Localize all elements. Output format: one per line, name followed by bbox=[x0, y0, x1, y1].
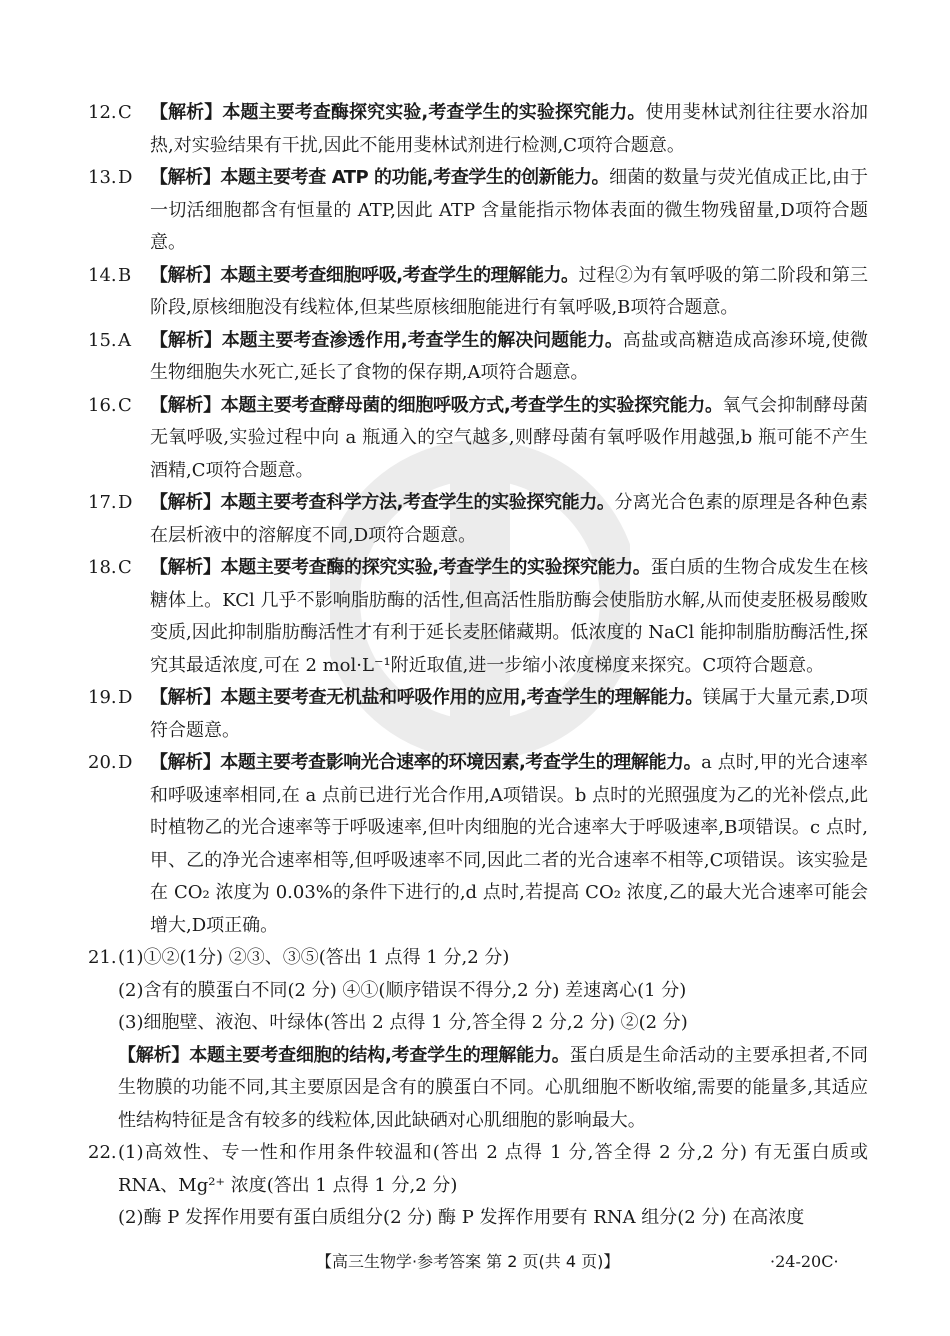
analysis bbox=[150, 487, 868, 552]
answer-item-14 bbox=[88, 260, 868, 325]
analysis-tag: 【解析】 bbox=[150, 264, 221, 286]
analysis-text: 蛋白质的生物合成发生在核糖体上。KCl 几乎不影响脂肪酶的活性,但高活性脂肪酶会使脂肪水解,从而使麦胚极易酸败变质,因此抑制脂肪酶活性才有利于延长麦胚储藏期。低浓度的 NaCl 能抑制脂肪酶活性,探究其最适浓度,可在 2 mol·L⁻¹附近取值,进一步缩小浓度梯度来探究。C项符合题意。 bbox=[150, 557, 869, 676]
answer-list bbox=[88, 97, 868, 1235]
answer-item-15 bbox=[88, 325, 868, 390]
answer-item-12 bbox=[88, 97, 868, 162]
answer-item-20 bbox=[88, 747, 868, 942]
answer-line-1: (1)高效性、专一性和作用条件较温和(答出 2 点得 1 分,答全得 2 分,2 分) 有无蛋白质或 RNA、Mg²⁺ 浓度(答出 1 点得 1 分,2 分) bbox=[118, 1142, 868, 1196]
analysis-text: 分离光合色素的原理是各种色素在层析液中的溶解度不同,D项符合题意。 bbox=[150, 492, 868, 546]
analysis-text: 细菌的数量与荧光值成正比,由于一切活细胞都含有恒量的 ATP,因此 ATP 含量能指示物体表面的微生物残留量,D项符合题意。 bbox=[150, 167, 869, 253]
footer-title: 【高三生物学·参考答案 第 2 页(共 4 页)】 bbox=[316, 1252, 620, 1271]
answer-choice: B bbox=[118, 264, 132, 286]
analysis-text: 高盐或高糖造成高渗环境,使微生物细胞失水死亡,延长了食物的保存期,A项符合题意。 bbox=[150, 329, 869, 383]
analysis bbox=[150, 162, 868, 260]
answer-choice: C bbox=[118, 557, 132, 578]
analysis bbox=[150, 682, 868, 747]
analysis-focus: 本题主要考查细胞呼吸,考查学生的理解能力。 bbox=[220, 264, 579, 286]
answer-item-18 bbox=[88, 552, 868, 682]
analysis-text: 使用斐林试剂往往要水浴加热,对实验结果有干扰,因此不能用斐林试剂进行检测,C项符合题意。 bbox=[150, 102, 868, 156]
analysis-text: a 点时,甲的光合速率和呼吸速率相同,在 a 点前已进行光合作用,A项错误。b 点时的光照强度为乙的光补偿点,此时植物乙的光合速率等于呼吸速率,但叶肉细胞的光合速率大于呼吸速率,B项错误。c 点时,甲、乙的净光合速率相等,但呼吸速率不同,因此二者的光合速率不相等,C项错误。该实验是在 CO₂ 浓度为 0.03%的条件下进行的,d 点时,若提高 CO₂ 浓度,乙的最大光合速率可能会增大,D项正确。 bbox=[150, 752, 868, 936]
analysis-text: 蛋白质是生命活动的主要承担者,不同生物膜的功能不同,其主要原因是含有的膜蛋白不同。心肌细胞不断收缩,需要的能量多,其适应性结构特征是含有较多的线粒体,因此缺硒对心肌细胞的影响最大。 bbox=[118, 1044, 868, 1131]
analysis-focus: 本题主要考查 ATP 的功能,考查学生的创新能力。 bbox=[220, 167, 610, 188]
question-number: 14. bbox=[88, 264, 117, 286]
analysis-tag: 【解析】 bbox=[150, 394, 221, 416]
analysis-text: 氧气会抑制酵母菌无氧呼吸,实验过程中向 a 瓶通入的空气越多,则酵母菌有氧呼吸作用越强,b 瓶可能不产生酒精,C项符合题意。 bbox=[150, 394, 868, 481]
answer-line-3: (3)细胞壁、液泡、叶绿体(答出 2 点得 1 分,答全得 2 分,2 分) ②(2 分) bbox=[118, 1012, 688, 1033]
answer-choice: D bbox=[118, 687, 133, 708]
answer-choice: D bbox=[118, 492, 133, 513]
answer-choice: C bbox=[118, 394, 132, 416]
answer-item-19 bbox=[88, 682, 868, 747]
question-number: 18. bbox=[88, 557, 117, 578]
analysis-tag: 【解析】 bbox=[150, 687, 221, 708]
analysis-text: 过程②为有氧呼吸的第二阶段和第三阶段,原核细胞没有线粒体,但某些原核细胞能进行有氧呼吸,B项符合题意。 bbox=[150, 264, 869, 318]
analysis-focus: 本题主要考查酶探究实验,考查学生的实验探究能力。 bbox=[222, 102, 646, 123]
analysis bbox=[150, 552, 868, 682]
answer-line-2: (2)含有的膜蛋白不同(2 分) ④①(顺序错误不得分,2 分) 差速离心(1 分) bbox=[118, 979, 687, 1001]
analysis bbox=[150, 390, 868, 488]
answer-choice: D bbox=[118, 752, 133, 773]
analysis-text: 镁属于大量元素,D项符合题意。 bbox=[150, 687, 868, 741]
analysis bbox=[118, 1040, 868, 1138]
analysis-tag: 【解析】 bbox=[150, 102, 223, 123]
analysis bbox=[150, 325, 868, 390]
analysis-tag: 【解析】 bbox=[150, 167, 221, 188]
answer-item-13 bbox=[88, 162, 868, 260]
analysis-focus: 本题主要考查渗透作用,考查学生的解决问题能力。 bbox=[221, 329, 623, 351]
analysis-focus: 本题主要考查科学方法,考查学生的实验探究能力。 bbox=[220, 492, 615, 513]
analysis-tag: 【解析】 bbox=[150, 492, 221, 513]
answer-choice: D bbox=[118, 167, 133, 188]
analysis-tag: 【解析】 bbox=[118, 1044, 190, 1066]
analysis-focus: 本题主要考查影响光合速率的环境因素,考查学生的理解能力。 bbox=[220, 752, 702, 773]
analysis-tag: 【解析】 bbox=[150, 329, 222, 351]
analysis bbox=[150, 97, 868, 162]
analysis-focus: 本题主要考查细胞的结构,考查学生的理解能力。 bbox=[189, 1044, 570, 1066]
answer-item-16 bbox=[88, 390, 868, 488]
question-number: 21. bbox=[88, 947, 117, 968]
question-number: 22. bbox=[88, 1142, 117, 1163]
question-number: 20. bbox=[88, 752, 117, 773]
question-number: 17. bbox=[88, 492, 117, 513]
answer-choice: C bbox=[118, 102, 132, 123]
question-number: 12. bbox=[88, 102, 117, 123]
answer-lines bbox=[118, 942, 868, 975]
analysis bbox=[150, 747, 868, 942]
question-number: 19. bbox=[88, 687, 117, 708]
answer-choice: A bbox=[118, 329, 131, 351]
answer-line-1: (1)①②(1分) ②③、③⑤(答出 1 点得 1 分,2 分) bbox=[118, 947, 510, 968]
answer-line-2: (2)酶 P 发挥作用要有蛋白质组分(2 分) 酶 P 发挥作用要有 RNA 组分(2 分) 在高浓度 bbox=[118, 1207, 805, 1228]
analysis-focus: 本题主要考查无机盐和呼吸作用的应用,考查学生的理解能力。 bbox=[220, 687, 703, 708]
question-number: 16. bbox=[88, 394, 117, 416]
question-number: 15. bbox=[88, 329, 117, 351]
analysis bbox=[150, 260, 868, 325]
question-number: 13. bbox=[88, 167, 117, 188]
answer-item-22 bbox=[88, 1137, 868, 1202]
analysis-tag: 【解析】 bbox=[150, 752, 221, 773]
analysis-focus: 本题主要考查酵母菌的细胞呼吸方式,考查学生的实验探究能力。 bbox=[220, 394, 723, 416]
answer-item-21 bbox=[88, 942, 868, 975]
analysis-focus: 本题主要考查酶的探究实验,考查学生的实验探究能力。 bbox=[220, 557, 651, 578]
answer-item-17 bbox=[88, 487, 868, 552]
footer-code: ·24-20C· bbox=[770, 1252, 839, 1271]
analysis-tag: 【解析】 bbox=[150, 557, 221, 578]
